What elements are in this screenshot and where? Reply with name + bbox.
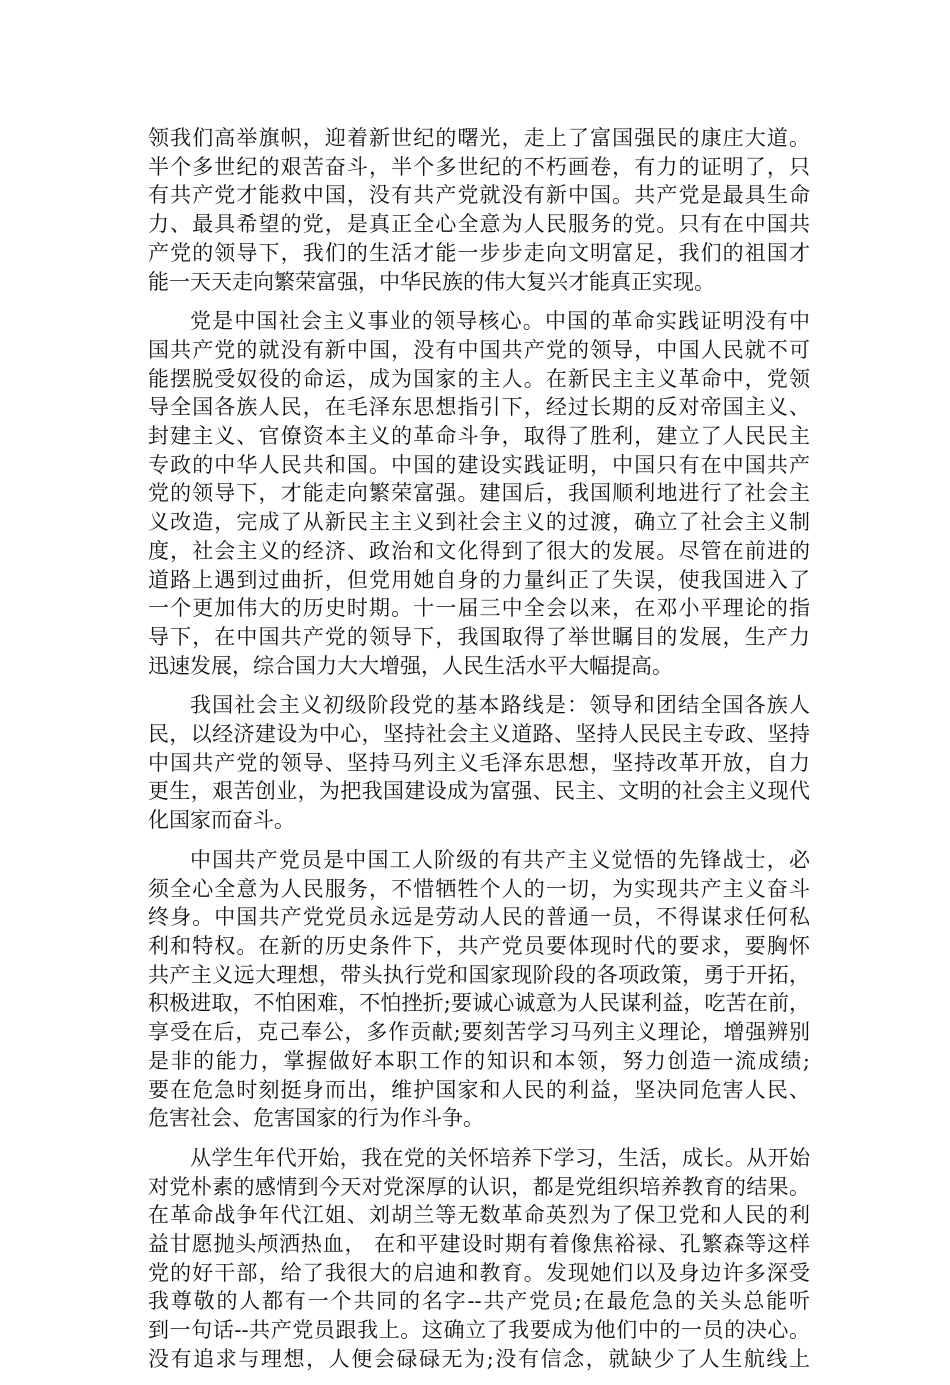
text-line: 迅速发展，综合国力大大增强，人民生活水平大幅提高。 (148, 653, 673, 678)
text-line: 在革命战争年代江姐、刘胡兰等无数革命英烈为了保卫党和人民的利 (148, 1203, 810, 1228)
text-line: 我国社会主义初级阶段党的基本路线是：领导和团结全国各族人 (190, 693, 810, 718)
text-line: 义改造，完成了从新民主主义到社会主义的过渡，确立了社会主义制 (148, 510, 810, 535)
text-line: 中国共产党员是中国工人阶级的有共产主义觉悟的先锋战士，必 (190, 847, 810, 872)
text-line: 专政的中华人民共和国。中国的建设实践证明，中国只有在中国共产 (148, 452, 810, 477)
text-line: 积极进取，不怕困难，不怕挫折;要诚心诚意为人民谋利益，吃苦在前， (148, 991, 810, 1016)
text-line: 我尊敬的人都有一个共同的名字--共产党员;在最危急的关头总能听 (148, 1289, 810, 1314)
text-line: 终身。中国共产党党员永远是劳动人民的普通一员，不得谋求任何私 (148, 905, 810, 930)
text-line: 能摆脱受奴役的命运，成为国家的主人。在新民主主义革命中，党领 (148, 366, 810, 391)
text-line: 党的领导下，才能走向繁荣富强。建国后，我国顺利地进行了社会主 (148, 481, 810, 506)
text-line: 益甘愿抛头颅洒热血， 在和平建设时期有着像焦裕禄、孔繁森等这样 (148, 1232, 810, 1257)
text-line: 半个多世纪的艰苦奋斗，半个多世纪的不朽画卷，有力的证明了，只 (148, 154, 810, 179)
text-line: 党的好干部，给了我很大的启迪和教育。发现她们以及身边许多深受 (148, 1260, 810, 1285)
text-line: 利和特权。在新的历史条件下，共产党员要体现时代的要求，要胸怀 (148, 933, 810, 958)
text-line: 道路上遇到过曲折，但党用她自身的力量纠正了失误，使我国进入了 (148, 567, 810, 592)
text-line: 对党朴素的感情到今天对党深厚的认识，都是党组织培养教育的结果。 (148, 1174, 810, 1199)
text-line: 中国共产党的领导、坚持马列主义毛泽东思想，坚持改革开放，自力 (148, 750, 810, 775)
text-line: 享受在后，克己奉公，多作贡献;要刻苦学习马列主义理论，增强辨别 (148, 1020, 810, 1045)
text-line: 度，社会主义的经济、政治和文化得到了很大的发展。尽管在前进的 (148, 538, 810, 563)
text-line: 没有追求与理想，人便会碌碌无为;没有信念，就缺少了人生航线上 (148, 1346, 810, 1371)
text-line: 力、最具希望的党，是真正全心全意为人民服务的党。只有在中国共 (148, 212, 810, 237)
text-line: 从学生年代开始，我在党的关怀培养下学习，生活，成长。从开始 (190, 1145, 810, 1170)
text-line: 须全心全意为人民服务，不惜牺牲个人的一切，为实现共产主义奋斗 (148, 876, 810, 901)
text-line: 一个更加伟大的历史时期。十一届三中全会以来，在邓小平理论的指 (148, 596, 810, 621)
paragraph-1 (148, 124, 810, 296)
text-line: 更生，艰苦创业，为把我国建设成为富强、民主、文明的社会主义现代 (148, 779, 810, 804)
text-line: 共产主义远大理想，带头执行党和国家现阶段的各项政策，勇于开拓， (148, 962, 810, 987)
text-line: 要在危急时刻挺身而出，维护国家和人民的利益，坚决同危害人民、 (148, 1077, 810, 1102)
text-line: 到一句话--共产党员跟我上。这确立了我要成为他们中的一员的决心。 (148, 1318, 810, 1343)
document-body (148, 124, 810, 1385)
text-line: 产党的领导下，我们的生活才能一步步走向文明富足，我们的祖国才 (148, 240, 810, 265)
paragraph-2 (148, 307, 810, 680)
text-line: 是非的能力，掌握做好本职工作的知识和本领，努力创造一流成绩; (148, 1048, 810, 1073)
text-line: 党是中国社会主义事业的领导核心。中国的革命实践证明没有中 (190, 309, 810, 334)
text-line: 化国家而奋斗。 (148, 808, 295, 833)
text-line: 封建主义、官僚资本主义的革命斗争，取得了胜利，建立了人民民主 (148, 424, 810, 449)
text-line: 导下，在中国共产党的领导下，我国取得了举世瞩目的发展，生产力 (148, 624, 810, 649)
text-line: 导全国各族人民，在毛泽东思想指引下，经过长期的反对帝国主义、 (148, 395, 810, 420)
text-line: 领我们高举旗帜，迎着新世纪的曙光，走上了富国强民的康庄大道。 (148, 126, 810, 150)
paragraph-3 (148, 691, 810, 835)
paragraph-5 (148, 1144, 810, 1374)
paragraph-4 (148, 846, 810, 1133)
text-line: 国共产党的就没有新中国，没有中国共产党的领导，中国人民就不可 (148, 337, 810, 362)
text-line: 危害社会、危害国家的行为作斗争。 (148, 1106, 484, 1131)
text-line: 能一天天走向繁荣富强，中华民族的伟大复兴才能真正实现。 (148, 269, 715, 294)
text-line: 有共产党才能救中国，没有共产党就没有新中国。共产党是最具生命 (148, 183, 810, 208)
text-line: 民，以经济建设为中心，坚持社会主义道路、坚持人民民主专政、坚持 (148, 722, 810, 747)
